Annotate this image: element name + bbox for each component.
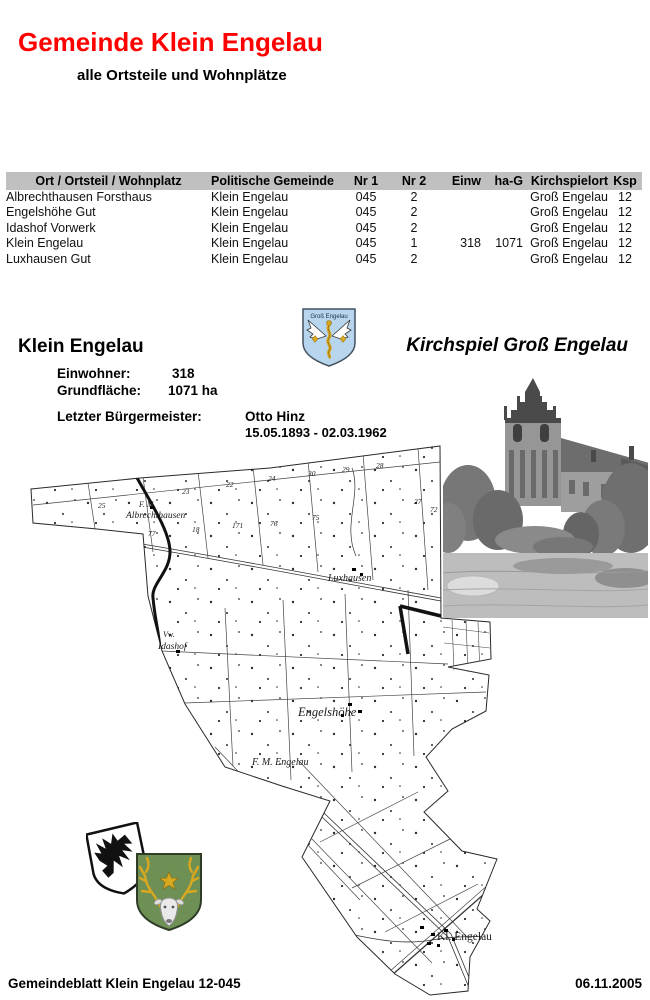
cell: 12: [618, 251, 632, 266]
cell: 12: [618, 190, 632, 204]
table-row: [6, 236, 642, 251]
cell: Klein Engelau: [6, 236, 84, 251]
col-header-nr1: Nr 1: [341, 172, 391, 190]
buergermeister-name: Otto Hinz: [245, 409, 305, 424]
cell: 045: [355, 220, 377, 235]
parcel-number: 27: [414, 497, 422, 506]
map-label-fm: F. M.: [139, 500, 156, 509]
grundflaeche-value: 1071 ha: [168, 383, 218, 398]
footer-date: 06.11.2005: [575, 976, 642, 991]
map-label-kl-engelau: Kl. Engelau: [437, 931, 492, 943]
gross-engelau-parish-crest: [299, 305, 359, 369]
col-header-politische-gemeinde: Politische Gemeinde: [211, 172, 341, 190]
cell: Idashof Vorwerk: [6, 220, 96, 235]
localities-table: [6, 172, 642, 267]
cell: Groß Engelau: [530, 190, 608, 204]
cell: [437, 252, 481, 267]
einwohner-label: Einwohner:: [57, 366, 131, 381]
col-header-nr2: Nr 2: [391, 172, 437, 190]
parcel-number: 29: [342, 465, 350, 474]
cell: Klein Engelau: [211, 190, 289, 204]
buergermeister-dates: 15.05.1893 - 02.03.1962: [245, 425, 387, 440]
cell: 12: [618, 205, 632, 220]
cell: Groß Engelau: [530, 251, 608, 266]
cell: Groß Engelau: [530, 236, 608, 251]
parcel-number: 22: [226, 480, 234, 489]
cell: [481, 205, 523, 220]
table-row: [6, 190, 642, 205]
cell: 2: [410, 205, 418, 220]
municipality-name: Klein Engelau: [18, 336, 144, 357]
col-header-einw: Einw: [437, 172, 481, 190]
parcel-number: 25: [98, 501, 106, 510]
cell: [437, 221, 481, 236]
cell: Albrechthausen Forsthaus: [6, 190, 152, 204]
map-label-engelshoehe: Engelshöhe: [298, 705, 357, 719]
parcel-number: 18: [192, 525, 200, 534]
cell: Klein Engelau: [211, 251, 289, 266]
grundflaeche-label: Grundfläche:: [57, 383, 142, 398]
cell: 1: [410, 236, 418, 251]
church-photo: [443, 368, 648, 618]
cell: [437, 205, 481, 220]
table-row: [6, 252, 642, 267]
cell: 318: [460, 236, 481, 251]
page-title: Gemeinde Klein Engelau: [18, 27, 323, 57]
table-row: [6, 205, 642, 220]
cell: [481, 252, 523, 267]
parcel-number: 23: [182, 487, 190, 496]
map-label-luxhausen: Luxhausen: [328, 573, 372, 584]
parcel-number: 77: [148, 529, 156, 538]
table-row: [6, 221, 642, 236]
cell: 12: [618, 236, 632, 251]
col-header-ort: Ort / Ortsteil / Wohnplatz: [6, 172, 211, 190]
col-header-hag: ha-G: [481, 172, 523, 190]
buergermeister-label: Letzter Bürgermeister:: [57, 409, 202, 424]
cell: Klein Engelau: [211, 220, 289, 235]
footer-document-id: Gemeindeblatt Klein Engelau 12-045: [8, 976, 241, 991]
cell: Groß Engelau: [530, 205, 608, 220]
cell: 045: [355, 251, 377, 266]
col-header-ksp: Ksp: [608, 172, 642, 190]
map-label-vw: Vw.: [163, 630, 175, 639]
parcel-number: 75: [312, 513, 320, 522]
parcel-number: 24: [268, 474, 276, 483]
deer-coat-of-arms: [133, 850, 205, 934]
crest-caption: Groß Engelau: [310, 314, 348, 320]
cell: 1071: [495, 236, 523, 251]
cell: [437, 190, 481, 205]
kirchspiel-title: Kirchspiel Groß Engelau: [406, 335, 628, 356]
cell: 2: [410, 251, 418, 266]
cell: [481, 221, 523, 236]
cell: 2: [410, 190, 418, 204]
map-label-fm-engelau: F. M. Engelau: [252, 757, 309, 768]
parcel-number: 171: [232, 521, 244, 530]
cell: Klein Engelau: [211, 236, 289, 251]
parcel-number: 72: [430, 505, 438, 514]
cell: Engelshöhe Gut: [6, 205, 96, 220]
photo-meadow: [443, 553, 648, 618]
cell: 12: [618, 220, 632, 235]
parcel-number: 76: [270, 519, 278, 528]
cell: [481, 190, 523, 205]
cell: Groß Engelau: [530, 220, 608, 235]
einwohner-value: 318: [172, 366, 195, 381]
map-territory-shape: [31, 446, 497, 995]
col-header-kirchspielort: Kirchspielort: [523, 172, 608, 190]
cell: 045: [355, 190, 377, 204]
cell: Klein Engelau: [211, 205, 289, 220]
table-header-row: [6, 172, 642, 190]
cell: 2: [410, 220, 418, 235]
page-subtitle: alle Ortsteile und Wohnplätze: [77, 67, 287, 84]
parcel-number: 30: [308, 469, 316, 478]
map-label-albrechthausen: Albrechthausen: [126, 511, 186, 521]
map-label-idashof: Idashof: [158, 642, 187, 652]
cell: 045: [355, 205, 377, 220]
cell: Luxhausen Gut: [6, 251, 91, 266]
cell: 045: [355, 236, 377, 251]
parcel-number: 28: [376, 461, 384, 470]
